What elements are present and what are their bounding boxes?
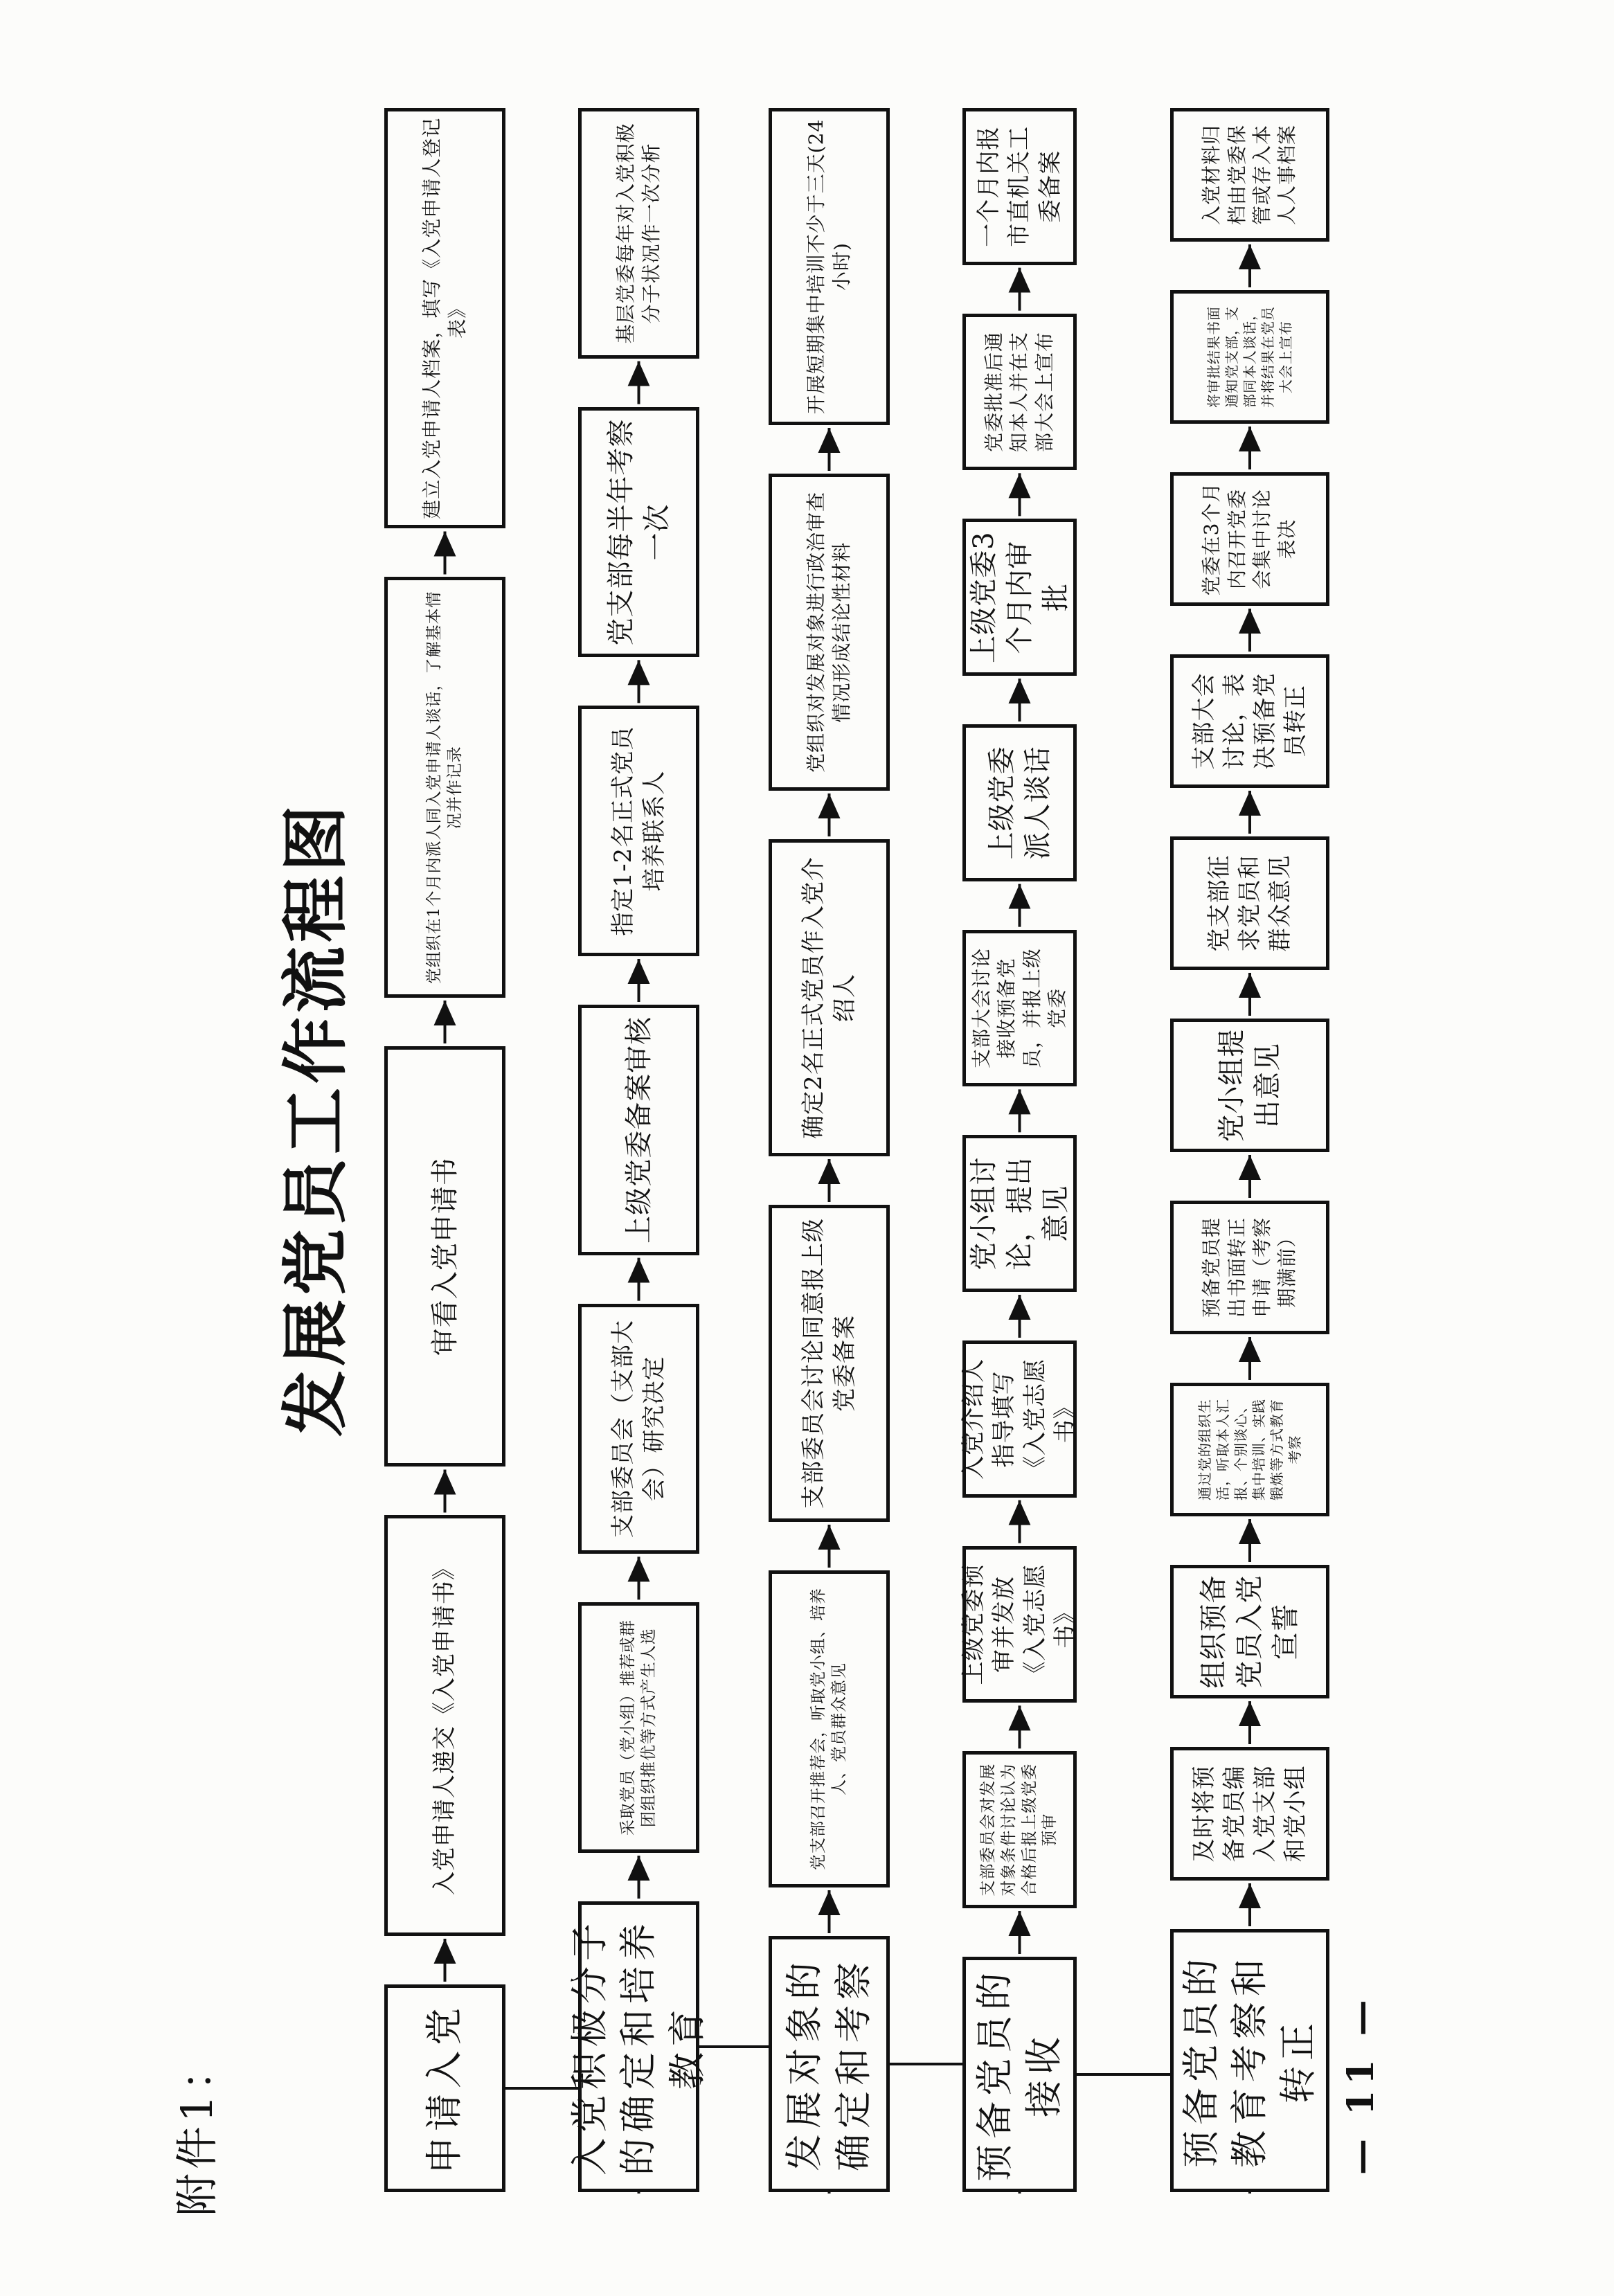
stage-5-step-1-label: 及时将预备党员编入党支部和党小组 xyxy=(1190,1765,1310,1863)
stage-3-step-2-label: 支部委员会讨论同意报上级党委备案 xyxy=(800,1218,859,1509)
stage-5-step-8 xyxy=(1170,472,1329,606)
stage-1-step-3 xyxy=(384,577,505,998)
stage-5-step-10 xyxy=(1170,108,1329,242)
stage-2-step-5-label: 党支部每半年考察一次 xyxy=(604,418,673,646)
stage-5-step-9-label: 将审批结果书面通知党支部，支部同本人谈话，并将结果在党员大会上宣布 xyxy=(1205,306,1294,408)
stage-3-step-4 xyxy=(769,474,890,791)
stage-1-step-1 xyxy=(384,1516,505,1937)
stage-5-step-4 xyxy=(1170,1201,1329,1334)
stage-1-step-4-label: 建立入党申请人档案，填写《入党申请人登记表》 xyxy=(420,117,469,519)
stage-5-main-label: 预备党员的教育考察和转正 xyxy=(1178,1953,1320,2168)
stage-1-step-3-label: 党组织在1个月内派人同入党申请人谈话，了解基本情况并作记录 xyxy=(424,591,464,985)
stage-4-step-2 xyxy=(962,1546,1077,1703)
stage-3-step-5-label: 开展短期集中培训不少于三天(24小时) xyxy=(805,118,853,415)
stage-1-step-2 xyxy=(384,1046,505,1467)
stage-3-step-5 xyxy=(769,108,890,425)
stage-4-step-7-label: 上级党委3个月内审批 xyxy=(967,531,1072,663)
stage-2-step-3 xyxy=(578,1005,699,1255)
stage-4-step-2-label: 上级党委预审并发放《入党志愿书》 xyxy=(960,1563,1079,1685)
stage-4-step-8-label: 党委批准后通知本人并在支部大会上宣布 xyxy=(982,332,1056,453)
attachment-label: 附件1： xyxy=(172,2043,222,2216)
stage-4-main-label: 预备党员的接收 xyxy=(973,1967,1066,2182)
stage-3-step-3-label: 确定2名正式党员作入党介绍人 xyxy=(800,856,859,1139)
stage-4-step-1 xyxy=(962,1751,1077,1908)
stage-4-step-5-label: 支部大会讨论接收预备党员，并报上级党委 xyxy=(969,948,1068,1069)
stage-2-step-4-label: 指定1-2名正式党员培养联系人 xyxy=(609,726,668,936)
stage-4-main-box xyxy=(962,1957,1077,2192)
stage-4-step-5 xyxy=(962,930,1077,1087)
stage-2-step-5 xyxy=(578,407,699,658)
stage-4-step-7 xyxy=(962,519,1077,676)
stage-2-step-3-label: 上级党委备案审核 xyxy=(622,1016,655,1244)
stage-4-step-9-label: 一个月内报市直机关工委备案 xyxy=(975,125,1064,247)
stage-5-main-box xyxy=(1170,1929,1329,2192)
stage-4-step-6-label: 上级党委派人谈话 xyxy=(985,746,1054,860)
stage-2-step-2 xyxy=(578,1304,699,1554)
stage-4-step-4-label: 党小组讨论，提出意见 xyxy=(967,1156,1072,1271)
stage-3-main-box xyxy=(769,1936,890,2192)
stage-5-step-5 xyxy=(1170,1019,1329,1152)
stage-5-step-1 xyxy=(1170,1747,1329,1881)
stage-5-step-4-label: 预备党员提出书面转正申请（考察期满前） xyxy=(1200,1217,1299,1318)
stage-2-step-1-label: 采取党员（党小组）推荐或群团组织推优等方式产生人选 xyxy=(618,1620,658,1836)
stage-5-step-10-label: 入党材料归档由党委保管或存入本人人事档案 xyxy=(1200,125,1299,226)
stage-1-step-1-label: 入党申请人递交《入党申请书》 xyxy=(431,1556,459,1896)
stage-1-main-label: 申请入党 xyxy=(422,2002,467,2174)
stage-4-step-9 xyxy=(962,108,1077,265)
stage-5-step-7-label: 支部大会讨论，表决预备党员转正 xyxy=(1190,672,1310,770)
stage-2-main-label: 入党积极分子的确定和培养教育 xyxy=(568,1918,709,2176)
stage-3-step-4-label: 党组织对发展对象进行政治审查情况形成结论性材料 xyxy=(805,492,853,773)
stage-3-main-label: 发展对象的确定和考察 xyxy=(782,1957,875,2171)
stage-4-step-3 xyxy=(962,1340,1077,1498)
stage-2-step-6 xyxy=(578,108,699,359)
stage-5-step-9 xyxy=(1170,290,1329,424)
stage-3-step-1-label: 党支部召开推荐会，听取党小组、培养人、党员群众意见 xyxy=(809,1588,848,1870)
stage-5-step-2 xyxy=(1170,1565,1329,1698)
stage-1-step-2-label: 审看入党申请书 xyxy=(429,1157,461,1356)
stage-5-step-3 xyxy=(1170,1383,1329,1516)
stage-2-step-4 xyxy=(578,706,699,956)
page-number: — 11 — xyxy=(1340,1994,1382,2175)
page-title: 发展党员工作流程图 xyxy=(277,801,355,1437)
stage-4-step-1-label: 支部委员会对发展对象条件讨论认为合格后报上级党委预审 xyxy=(978,1763,1059,1896)
stage-3-step-3 xyxy=(769,839,890,1156)
stage-2-step-6-label: 基层党委每年对入党积极分子状况作一次分析 xyxy=(614,123,663,344)
stage-2-step-2-label: 支部委员会（支部大会）研究决定 xyxy=(609,1320,668,1539)
stage-5-step-7 xyxy=(1170,654,1329,788)
stage-5-step-6-label: 党支部征求党员和群众意见 xyxy=(1205,854,1295,952)
stage-5-step-5-label: 党小组提出意见 xyxy=(1216,1028,1284,1142)
stage-5-step-3-label: 通过党的组织生活，听取本人汇报、个别谈心、集中培训、实践锻炼等方式教育考察 xyxy=(1196,1399,1303,1500)
stage-3-step-2 xyxy=(769,1205,890,1522)
stage-5-step-2-label: 组织预备党员入党宣誓 xyxy=(1198,1575,1302,1689)
stage-2-main-box xyxy=(568,1901,709,2192)
stage-1-step-4 xyxy=(384,108,505,529)
stage-2-step-1 xyxy=(578,1602,699,1853)
stage-4-step-4 xyxy=(962,1135,1077,1292)
stage-5-step-6 xyxy=(1170,836,1329,970)
stage-5-step-8-label: 党委在3个月内召开党委会集中讨论表决 xyxy=(1200,482,1299,596)
stage-3-step-1 xyxy=(769,1570,890,1887)
stage-4-step-6 xyxy=(962,724,1077,881)
stage-4-step-3-label: 入党介绍人指导填写《入党志愿书》 xyxy=(960,1358,1079,1480)
stage-4-step-8 xyxy=(962,314,1077,471)
stage-1-main-box xyxy=(384,1984,505,2192)
